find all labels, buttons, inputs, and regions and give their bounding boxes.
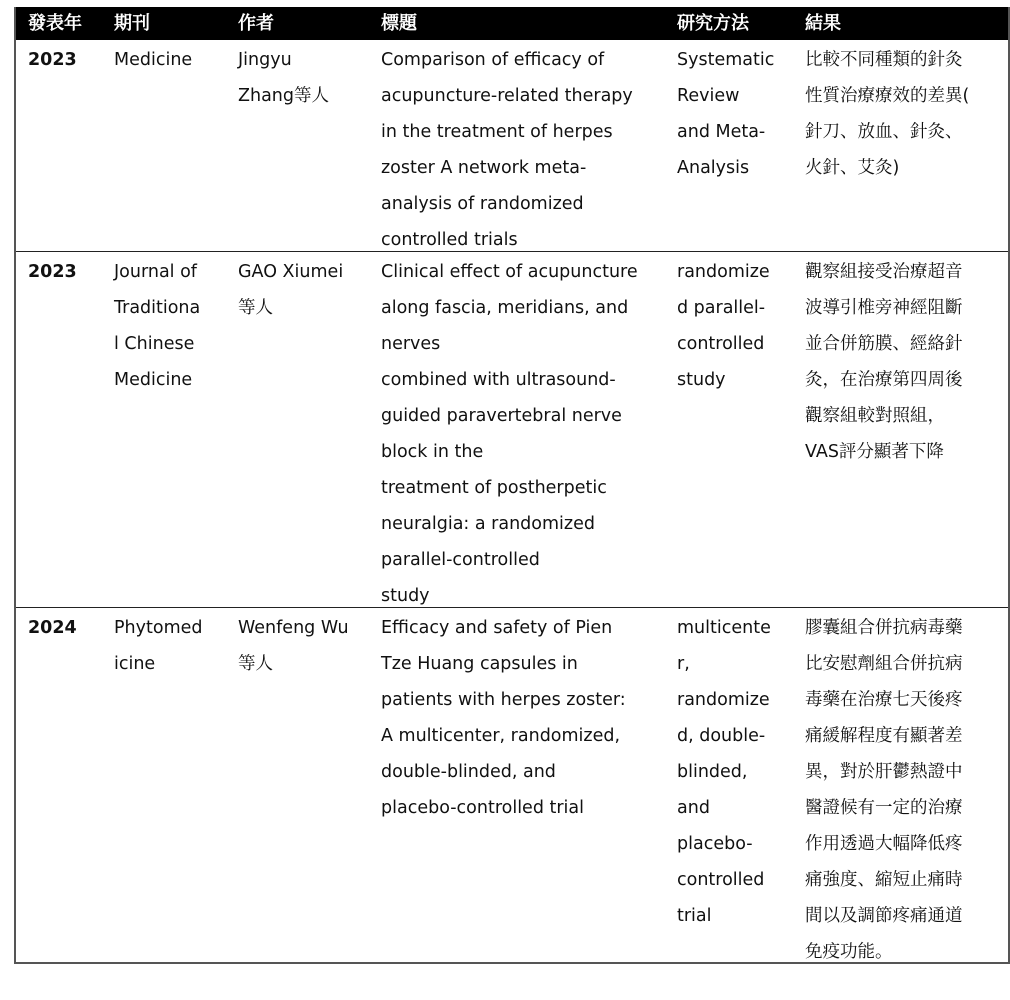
cell-method-line: blinded, [677, 762, 748, 782]
cell-result-line: 作用透過大幅降低疼 [805, 834, 963, 854]
cell-result-line: 毒藥在治療七天後疼 [805, 690, 963, 710]
cell-result-line: 異，對於肝鬱熱證中 [805, 762, 963, 782]
cell-title-line: study [381, 586, 430, 606]
header-year: 發表年 [28, 13, 82, 34]
cell-author [238, 42, 329, 114]
cell-journal [114, 42, 192, 78]
cell-result [805, 254, 963, 470]
cell-title-line: analysis of randomized [381, 194, 584, 214]
cell-method-line: placebo- [677, 834, 753, 854]
cell-title [381, 42, 633, 258]
cell-year: 2023 [28, 50, 77, 70]
cell-method-line: Review [677, 86, 740, 106]
cell-journal-line: Medicine [114, 50, 193, 70]
cell-title-line: Tze Huang capsules in [381, 654, 578, 674]
cell-result-line: 針刀、放血、針灸、 [805, 122, 963, 142]
cell-author [238, 610, 349, 682]
cell-result-line: 膠囊組合併抗病毒藥 [805, 618, 963, 638]
cell-title-line: combined with ultrasound- [381, 370, 616, 390]
cell-author [238, 254, 343, 326]
cell-title [381, 610, 626, 826]
cell-title-line: treatment of postherpetic [381, 478, 607, 498]
cell-method-line: d parallel- [677, 298, 766, 318]
cell-title-line: nerves [381, 334, 441, 354]
cell-journal-line: Traditiona [114, 298, 201, 318]
cell-method-line: Analysis [677, 158, 750, 178]
table-row [16, 252, 1008, 608]
cell-author-line: Zhang等人 [238, 86, 330, 106]
cell-title-line: acupuncture-related therapy [381, 86, 633, 106]
cell-result-line: 火針、艾灸) [805, 158, 900, 178]
cell-result-line: VAS評分顯著下降 [805, 442, 944, 462]
cell-method-line: study [677, 370, 726, 390]
cell-title-line: double-blinded, and [381, 762, 556, 782]
cell-journal-line: Journal of [114, 262, 197, 282]
cell-title-line: patients with herpes zoster: [381, 690, 626, 710]
cell-title-line: Comparison of efficacy of [381, 50, 605, 70]
table-header [16, 7, 1008, 40]
cell-result-line: 痛強度、縮短止痛時 [805, 870, 963, 890]
cell-result-line: 性質治療療效的差異( [805, 86, 970, 106]
cell-method-line: d, double- [677, 726, 766, 746]
cell-method-line: and Meta- [677, 122, 766, 142]
cell-method [677, 42, 774, 186]
cell-method-line: controlled [677, 870, 765, 890]
cell-result-line: 並合併筋膜、經絡針 [805, 334, 963, 354]
cell-author-line: Wenfeng Wu [238, 618, 349, 638]
cell-method-line: r, [677, 654, 690, 674]
cell-title-line: block in the [381, 442, 484, 462]
cell-journal-line: Medicine [114, 370, 193, 390]
cell-result-line: 痛緩解程度有顯著差 [805, 726, 963, 746]
cell-author-line: Jingyu [238, 50, 292, 70]
table-row [16, 608, 1008, 962]
cell-method-line: Systematic [677, 50, 775, 70]
cell-title-line: placebo-controlled trial [381, 798, 585, 818]
cell-result-line: 醫證候有一定的治療 [805, 798, 963, 818]
cell-method-line: randomize [677, 262, 770, 282]
cell-result-line: 比安慰劑組合併抗病 [805, 654, 963, 674]
cell-title-line: A multicenter, randomized, [381, 726, 621, 746]
cell-result [805, 42, 969, 186]
cell-title-line: Efficacy and safety of Pien [381, 618, 613, 638]
cell-journal-line: l Chinese [114, 334, 195, 354]
cell-title-line: controlled trials [381, 230, 518, 250]
cell-title-line: parallel-controlled [381, 550, 540, 570]
cell-title [381, 254, 638, 614]
header-title: 標題 [381, 13, 417, 34]
cell-method-line: trial [677, 906, 712, 926]
cell-journal-line: Phytomed [114, 618, 203, 638]
literature-table [14, 7, 1010, 964]
cell-result-line: 觀察組較對照組， [805, 406, 945, 426]
cell-result-line: 觀察組接受治療超音 [805, 262, 963, 282]
header-result: 結果 [805, 13, 841, 34]
cell-result-line: 灸，在治療第四周後 [805, 370, 963, 390]
cell-method-line: randomize [677, 690, 770, 710]
header-author: 作者 [238, 13, 274, 34]
header-journal: 期刊 [114, 13, 150, 34]
cell-method-line: multicente [677, 618, 771, 638]
table-row [16, 40, 1008, 252]
cell-title-line: neuralgia: a randomized [381, 514, 595, 534]
cell-title-line: along fascia, meridians, and [381, 298, 629, 318]
cell-journal-line: icine [114, 654, 156, 674]
header-method: 研究方法 [677, 13, 749, 34]
cell-method [677, 254, 770, 398]
cell-year: 2023 [28, 262, 77, 282]
cell-author-line: 等人 [238, 298, 273, 318]
cell-method-line: controlled [677, 334, 765, 354]
cell-title-line: zoster A network meta- [381, 158, 587, 178]
cell-author-line: GAO Xiumei [238, 262, 344, 282]
cell-result-line: 比較不同種類的針灸 [805, 50, 963, 70]
cell-result-line: 間以及調節疼痛通道 [805, 906, 963, 926]
cell-result-line: 免疫功能。 [805, 942, 893, 962]
cell-title-line: guided paravertebral nerve [381, 406, 622, 426]
cell-journal [114, 610, 203, 682]
cell-year: 2024 [28, 618, 77, 638]
cell-author-line: 等人 [238, 654, 273, 674]
cell-title-line: Clinical effect of acupuncture [381, 262, 638, 282]
cell-method [677, 610, 771, 934]
cell-result [805, 610, 963, 970]
cell-method-line: and [677, 798, 710, 818]
cell-title-line: in the treatment of herpes [381, 122, 613, 142]
cell-result-line: 波導引椎旁神經阻斷 [805, 298, 963, 318]
cell-journal [114, 254, 200, 398]
